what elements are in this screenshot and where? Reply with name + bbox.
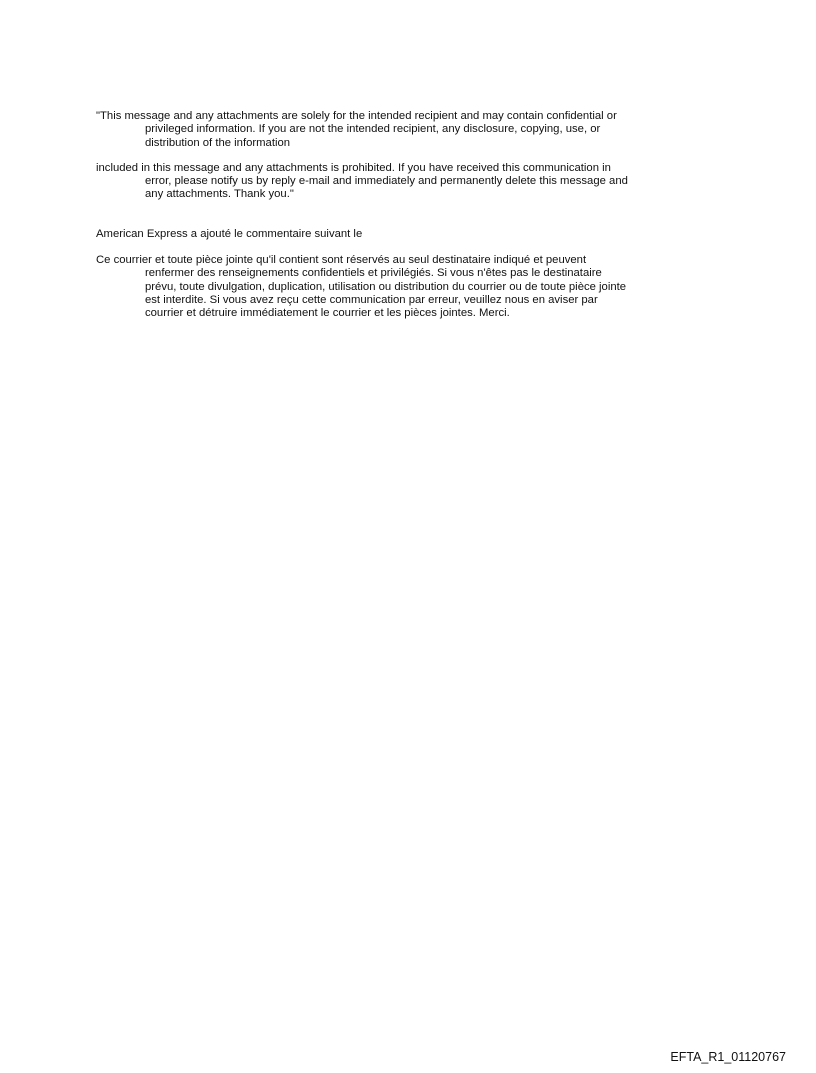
french-disclaimer: Ce courrier et toute pièce jointe qu'il contient sont réservés au seul destinataire indiqué et peuvent renfermer des renseignements confidentiels et privilégiés. Si vous n'êtes pas le destinataire prévu, toute divulgation, duplication, utilisation ou distribution du courrier ou de toute pièce jointe est interdite. Si vous avez reçu cette communication par erreur, veuillez nous en aviser par courrier et détruire immédiatement le courrier et les pièces jointes. Merci. — [96, 254, 627, 320]
disclaimer-body — [96, 110, 671, 321]
english-disclaimer-part-2: included in this message and any attachments is prohibited. If you have received this communication in error, please notify us by reply e-mail and immediately and permanently delete this message and any attachments. Thank you." — [96, 161, 628, 201]
document-id-stamp: EFTA_R1_01120767 — [670, 1050, 786, 1064]
french-comment-intro: American Express a ajouté le commentaire suivant le — [96, 227, 363, 240]
english-disclaimer-part-1: "This message and any attachments are solely for the intended recipient and may contain confidential or privileged information. If you are not the intended recipient, any disclosure, copying, use, or distribution of the information — [96, 110, 617, 149]
